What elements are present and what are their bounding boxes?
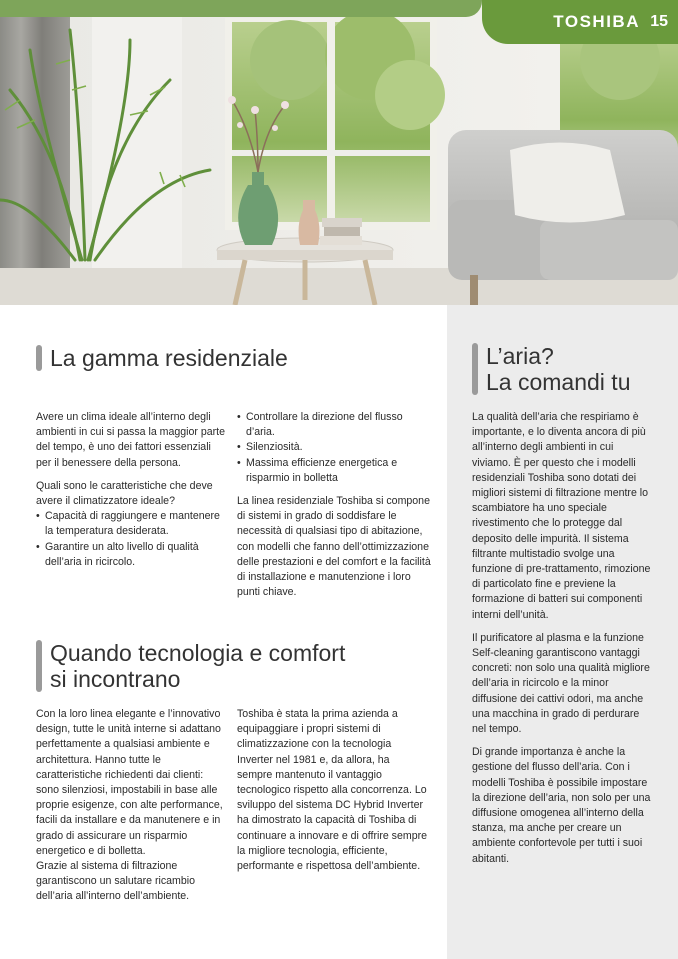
section2-column-left [36,707,226,913]
paragraph: Con la loro linea elegante e l’innovativo design, tutte le unità interne si adattano perfettamente a qualsiasi ambiente e architettura. Hanno tutte le caratteristiche richiedenti dai clienti: sono silenziosi, impostabili in base alle proprie esigenze, con alte performance, facili da installare e da manutenere e in grado di assicurare un risparmio energetico e di bolletta. [36,708,223,857]
bullet-list [36,509,226,570]
paragraph: Grazie al sistema di filtrazione garantiscono un salutare ricambio dell’aria all’interno dell’ambiente. [36,860,195,903]
section2-column-right [237,707,427,882]
header-stripe [0,0,482,17]
heading-title: La gamma residenziale [50,345,288,371]
paragraph: La qualità dell’aria che respiriamo è importante, e lo diventa ancora di più all’interno degli ambienti in cui viviamo. È per questo che i modelli residenziali Toshiba sono dotati dei migliori sistemi di filtrazione mentre lo scambiatore ha uno speciale rivestimento che lo protegge dal deposito delle impurità. Il sistema filtrante multistadio svolge una funzione di pre-trattamento, rimozione di particolato fine e previene la formazione di batteri sui componenti interni dell’unità. [472,411,651,621]
brand-logo: TOSHIBA [553,12,640,31]
list-item: • Controllare la direzione del flusso d’aria. [237,410,431,440]
list-item: • Silenziosità. [237,440,431,455]
heading-accent-bar [36,345,42,371]
page-number: 15 [650,13,668,30]
heading-title: Quando tecnologia e comfort si incontrano [50,640,346,692]
sidebar-heading [472,343,630,395]
list-item: • Massima efficienze energetica e risparmio in bolletta [237,456,431,486]
living-room-photo-icon [0,0,678,305]
paragraph: Di grande importanza è anche la gestione del flusso dell’aria. Con i modelli Toshiba è possibile impostare la direzione dell’aria, non solo per una diffusione omogenea all’interno della stanza, ma anche per creare un ambiente confortevole per tutti i suoi abitanti. [472,746,651,865]
paragraph: Avere un clima ideale all’interno degli ambienti in cui si passa la maggior parte del tempo, è uno dei fattori essenziali per il benessere della persona. [36,411,226,469]
list-item: • Capacità di raggiungere e mantenere la temperatura desiderata. [36,509,226,539]
section1-column-left [36,410,226,578]
section-heading-gamma [36,345,288,371]
heading-accent-bar [36,640,42,692]
brand-tab [482,0,678,44]
paragraph: Il purificatore al plasma e la funzione Self-cleaning garantiscono vantaggi concreti: non solo una qualità migliore dell’aria in ricircolo e la minor diffusione dei cattivi odori, ma anche una macchina in grado di perdurare nel tempo. [472,631,650,736]
hero-photo [0,0,678,305]
paragraph: Toshiba è stata la prima azienda a equipaggiare i propri sistemi di climatizzazione con la tecnologia Inverter nel 1981 e, da allora, ha sempre mantenuto il vantaggio tecnologico rispetto alla concorrenza. Lo sviluppo del sistema DC Hybrid Inverter ha dimostrato la capacità di Toshiba di continuare a innovare e di offrire sempre la migliore tecnologia, efficiente, performante e rispettosa dell’ambiente. [237,708,428,873]
bullet-list [237,410,431,486]
section1-column-right [237,410,431,608]
paragraph: La linea residenziale Toshiba si compone di sistemi in grado di soddisfare le necessità di qualsiasi tipo di abitazione, con modelli che fanno dell’ottimizzazione delle prestazioni e del comfort e la facilità di installazione e manutenzione i loro punti chiave. [237,495,431,599]
sidebar-column [472,410,652,875]
heading-title: L’aria? La comandi tu [486,343,631,395]
paragraph: Quali sono le caratteristiche che deve avere il climatizzatore ideale? [36,479,213,508]
section-heading-tecnologia [36,640,345,692]
list-item: • Garantire un alto livello di qualità dell’aria in ricircolo. [36,540,226,570]
heading-accent-bar [472,343,478,395]
